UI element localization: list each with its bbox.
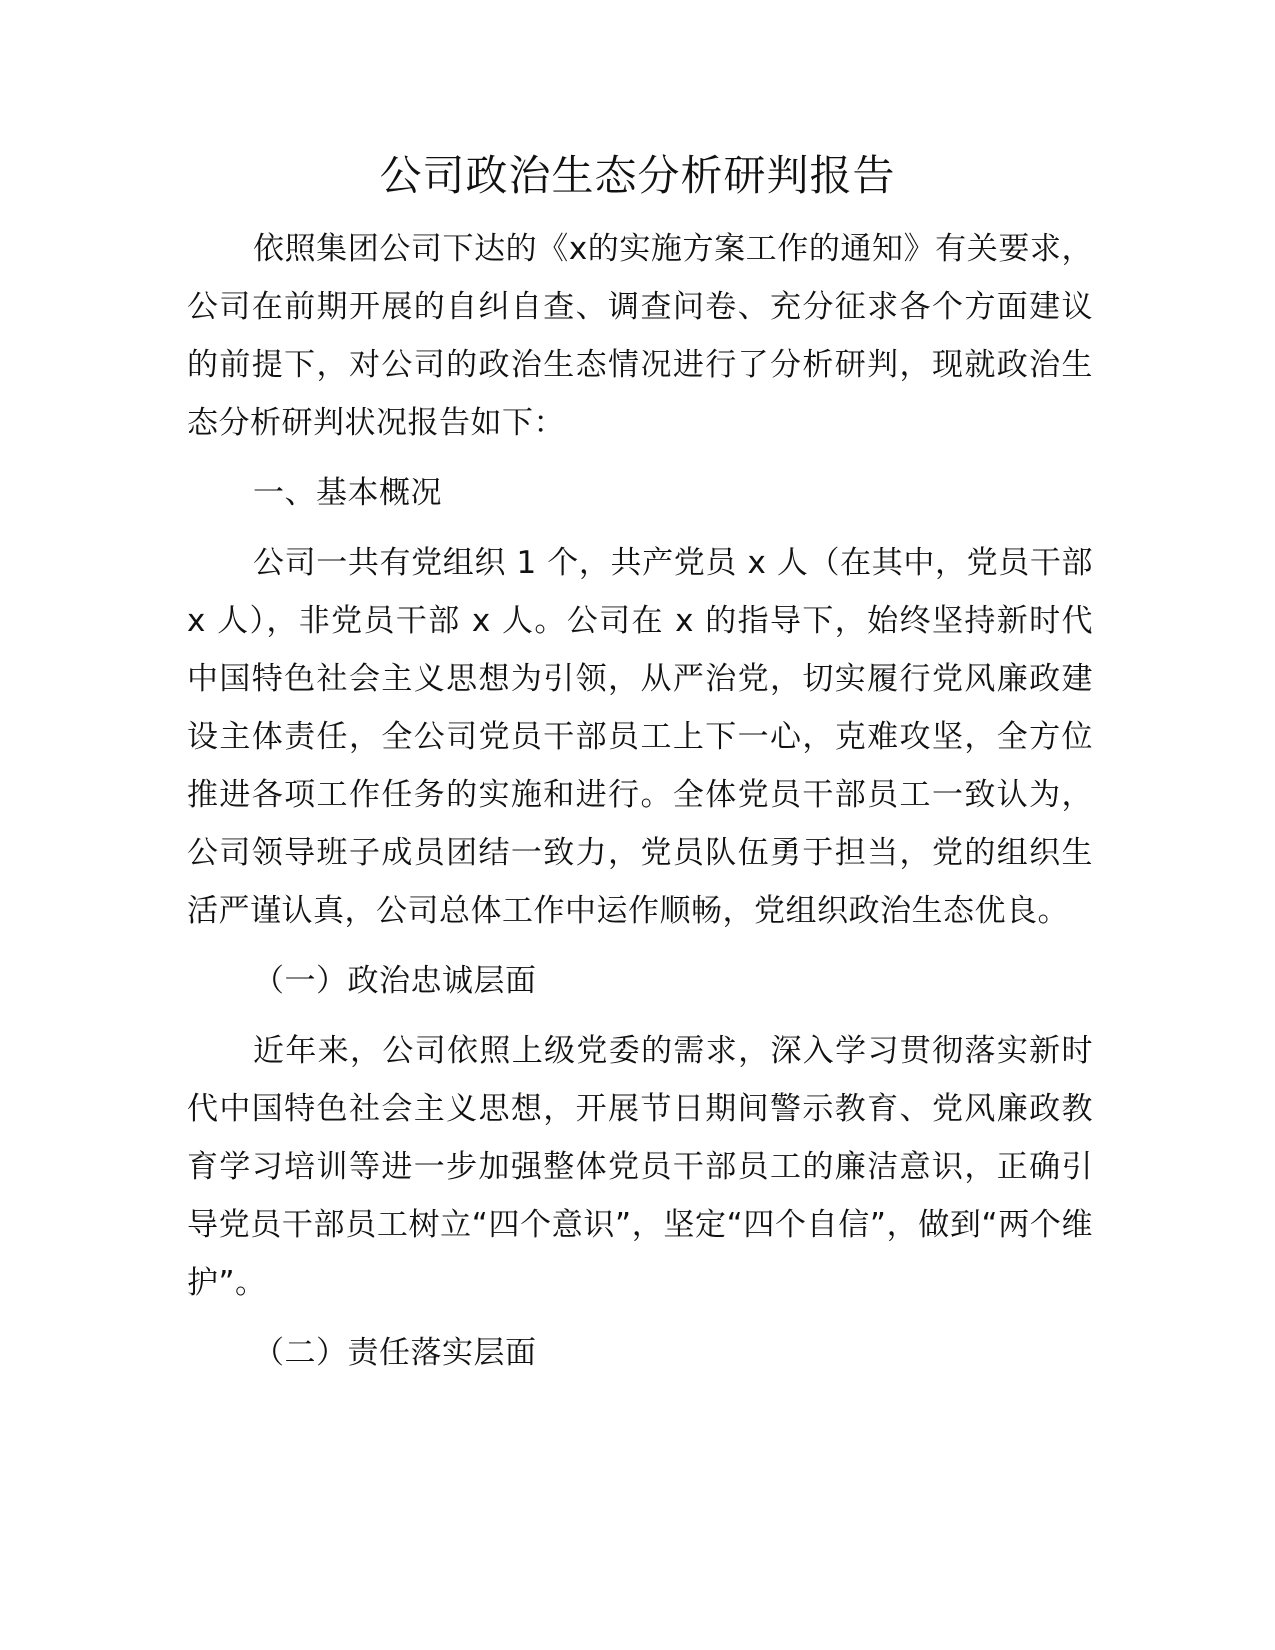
document-title: 公司政治生态分析研判报告 [379, 151, 896, 200]
subsection-heading-political-loyalty: （一）政治忠诚层面 [253, 963, 537, 999]
political-loyalty-paragraph: 近年来，公司依照上级党委的需求，深入学习贯彻落实新时代中国特色社会主义思想，开展节日期间警示教育、党风廉政教育学习培训等进一步加强整体党员干部员工的廉洁意识，正确引导党员干部员工树立“四个意识”，坚定“四个自信”，做到“两个维护”。 [187, 1033, 1093, 1301]
overview-paragraph: 公司一共有党组织 1 个，共产党员 x 人（在其中，党员干部 x 人），非党员干部 x 人。公司在 x 的指导下，始终坚持新时代中国特色社会主义思想为引领，从严治党，切实履行党风廉政建设主体责任，全公司党员干部员工上下一心，克难攻坚，全方位推进各项工作任务的实施和进行。全体党员干部员工一致认为，公司领导班子成员团结一致力，党员队伍勇于担当，党的组织生活严谨认真，公司总体工作中运作顺畅，党组织政治生态优良。 [187, 545, 1093, 929]
section-heading-basic-overview: 一、基本概况 [253, 475, 442, 511]
intro-paragraph: 依照集团公司下达的《x的实施方案工作的通知》有关要求，公司在前期开展的自纠自查、调查问卷、充分征求各个方面建议的前提下，对公司的政治生态情况进行了分析研判，现就政治生态分析研判状况报告如下： [187, 231, 1093, 441]
subsection-heading-responsibility: （二）责任落实层面 [253, 1335, 537, 1371]
document-body [187, 220, 1093, 1394]
